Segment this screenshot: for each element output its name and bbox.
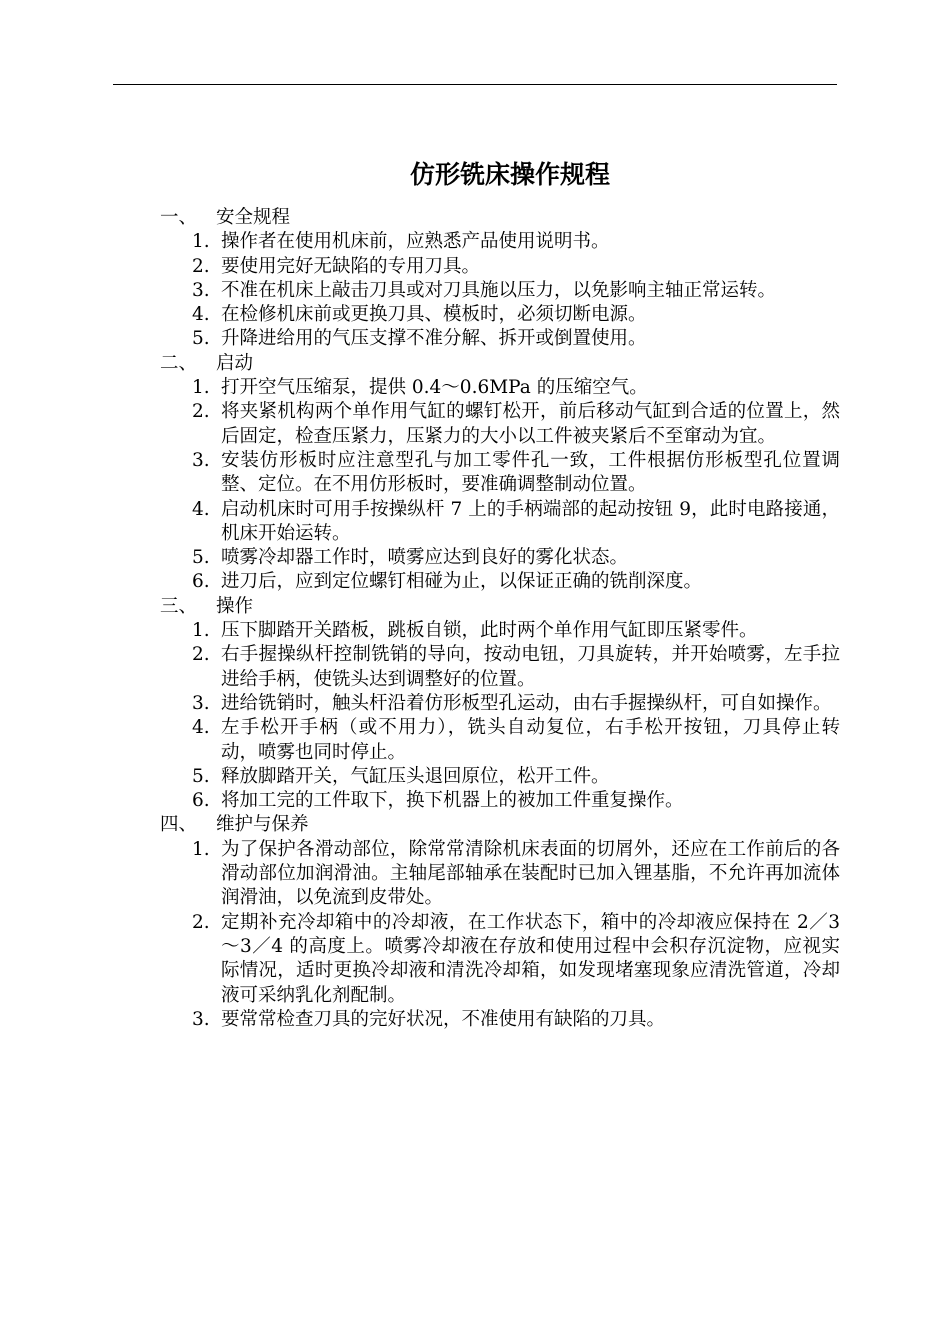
- document-body: [160, 158, 840, 1032]
- list-item-text: 进给铣销时，触头杆沿着仿形板型孔运动，由右手握操纵杆，可自如操作。: [221, 692, 832, 714]
- list-item-text: 不准在机床上敲击刀具或对刀具施以压力，以免影响主轴正常运转。: [221, 279, 777, 301]
- list-item: [160, 716, 840, 765]
- section-item-list: [160, 376, 840, 595]
- list-item-text: 要使用完好无缺陷的专用刀具。: [221, 255, 481, 277]
- list-item-text: 定期补充冷却箱中的冷却液，在工作状态下，箱中的冷却液应保持在 2／3～3／4 的高度上。喷雾冷却液在存放和使用过程中会积存沉淀物，应视实际情况，适时更换冷却液和清洗冷却箱，如发现堵塞现象应清洗管道，冷却液可采纳乳化剂配制。: [221, 911, 840, 1006]
- list-item-text: 压下脚踏开关踏板，跳板自锁，此时两个单作用气缸即压紧零件。: [221, 620, 758, 642]
- list-item: [160, 765, 840, 789]
- list-item-number: 1.: [192, 231, 210, 253]
- section-heading-text: 启动: [216, 352, 254, 374]
- list-item-text: 打开空气压缩泵，提供 0.4～0.6MPa 的压缩空气。: [221, 377, 648, 399]
- list-item-text: 进刀后，应到定位螺钉相碰为止，以保证正确的铣削深度。: [221, 571, 703, 593]
- list-item-text: 操作者在使用机床前，应熟悉产品使用说明书。: [221, 231, 610, 253]
- list-item: [160, 400, 840, 449]
- list-item-number: 4.: [192, 304, 210, 326]
- list-item: [160, 327, 840, 351]
- list-item-number: 4.: [192, 498, 210, 520]
- section-number: 四、: [160, 814, 198, 836]
- section-heading: [160, 206, 840, 230]
- header-rule: [113, 84, 837, 85]
- list-item-number: 3.: [192, 1008, 210, 1030]
- section-number: 二、: [160, 352, 198, 374]
- list-item-number: 3.: [192, 692, 210, 714]
- section-item-list: [160, 619, 840, 813]
- list-item: [160, 1008, 840, 1032]
- list-item-text: 左手松开手柄（或不用力），铣头自动复位，右手松开按钮，刀具停止转动，喷雾也同时停止。: [221, 717, 840, 763]
- list-item-number: 2.: [192, 911, 210, 933]
- list-item-text: 将夹紧机构两个单作用气缸的螺钉松开，前后移动气缸到合适的位置上，然后固定，检查压紧力，压紧力的大小以工件被夹紧后不至窜动为宜。: [221, 401, 840, 447]
- list-item-text: 在检修机床前或更换刀具、模板时，必须切断电源。: [221, 304, 647, 326]
- list-item-text: 启动机床时可用手按操纵杆 7 上的手柄端部的起动按钮 9，此时电路接通，机床开始运转。: [221, 498, 840, 544]
- list-item-number: 5.: [192, 547, 210, 569]
- list-item-number: 2.: [192, 255, 210, 277]
- list-item: [160, 498, 840, 547]
- list-item: [160, 230, 840, 254]
- list-item: [160, 692, 840, 716]
- list-item: [160, 546, 840, 570]
- list-item-text: 将加工完的工件取下，换下机器上的被加工件重复操作。: [221, 790, 684, 812]
- list-item-number: 6.: [192, 571, 210, 593]
- list-item-text: 要常常检查刀具的完好状况，不准使用有缺陷的刀具。: [221, 1008, 666, 1030]
- list-item-number: 5.: [192, 328, 210, 350]
- list-item-number: 2.: [192, 401, 210, 423]
- list-item: [160, 376, 840, 400]
- list-item-text: 释放脚踏开关，气缸压头退回原位，松开工件。: [221, 765, 610, 787]
- list-item: [160, 303, 840, 327]
- list-item-number: 1.: [192, 377, 210, 399]
- list-item-number: 1.: [192, 838, 210, 860]
- section-heading: [160, 352, 840, 376]
- section-number: 三、: [160, 595, 198, 617]
- section-heading: [160, 813, 840, 837]
- list-item-number: 3.: [192, 449, 210, 471]
- list-item: [160, 449, 840, 498]
- section-heading-text: 操作: [216, 595, 254, 617]
- list-item: [160, 789, 840, 813]
- list-item: [160, 279, 840, 303]
- page-title: 仿形铣床操作规程: [409, 160, 610, 189]
- list-item-number: 1.: [192, 620, 210, 642]
- section-number: 一、: [160, 207, 198, 228]
- list-item-number: 2.: [192, 644, 210, 666]
- list-item-text: 升降进给用的气压支撑不准分解、拆开或倒置使用。: [221, 328, 647, 350]
- list-item-number: 3.: [192, 279, 210, 301]
- list-item: [160, 255, 840, 279]
- list-item-text: 右手握操纵杆控制铣销的导向，按动电钮，刀具旋转，并开始喷雾，左手拉进给手柄，使铣头达到调整好的位置。: [221, 644, 840, 690]
- section-heading: [160, 595, 840, 619]
- list-item: [160, 911, 840, 1008]
- list-item: [160, 570, 840, 594]
- section-heading-text: 安全规程: [216, 207, 291, 228]
- list-item: [160, 619, 840, 643]
- section-item-list: [160, 230, 840, 351]
- list-item: [160, 838, 840, 911]
- sections-container: [160, 206, 840, 1032]
- list-item-text: 安装仿形板时应注意型孔与加工零件孔一致，工件根据仿形板型孔位置调整、定位。在不用仿形板时，要准确调整制动位置。: [221, 449, 840, 496]
- list-item: [160, 643, 840, 692]
- list-item-text: 为了保护各滑动部位，除常常清除机床表面的切屑外，还应在工作前后的各滑动部位加润滑油。主轴尾部轴承在装配时已加入锂基脂，不允许再加流体润滑油，以免流到皮带处。: [221, 838, 840, 909]
- list-item-number: 4.: [192, 717, 210, 739]
- list-item-number: 6.: [192, 790, 210, 812]
- list-item-text: 喷雾冷却器工作时，喷雾应达到良好的雾化状态。: [221, 547, 629, 569]
- list-item-number: 5.: [192, 765, 210, 787]
- section-heading-text: 维护与保养: [216, 814, 309, 836]
- section-item-list: [160, 838, 840, 1032]
